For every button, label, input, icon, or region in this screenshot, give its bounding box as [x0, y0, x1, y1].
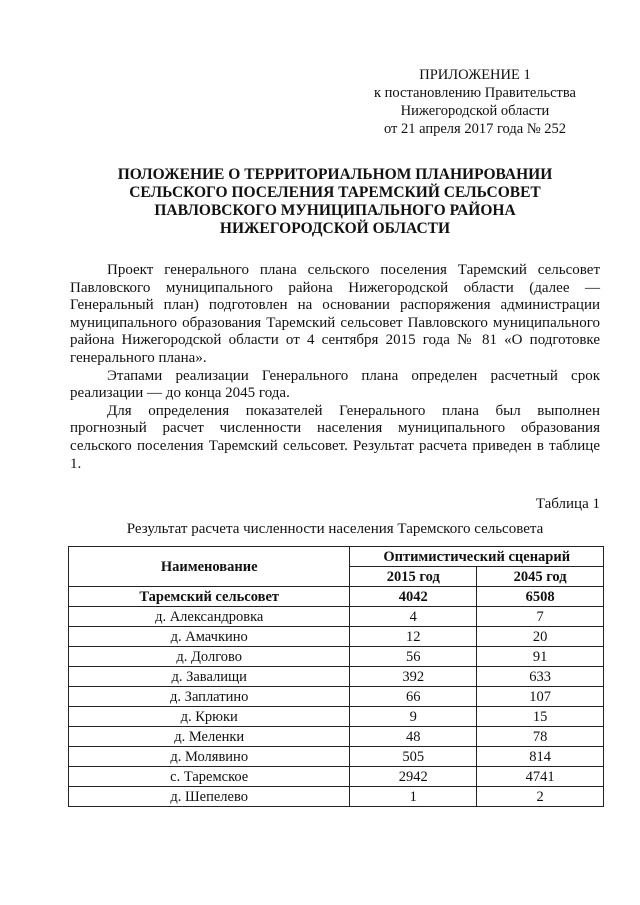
document-title [70, 166, 600, 238]
row-name: Таремский сельсовет [69, 587, 350, 607]
appendix-region: Нижегородской области [400, 103, 550, 119]
row-value-2015: 66 [350, 687, 477, 707]
row-name: д. Молявино [69, 747, 350, 767]
appendix-date: от 21 апреля 2017 года № 252 [383, 121, 567, 137]
table-row [69, 687, 604, 707]
row-value-2015: 56 [350, 647, 477, 667]
title-line: НИЖЕГОРОДСКОЙ ОБЛАСТИ [219, 220, 451, 237]
header-year-2045: 2045 год [477, 567, 604, 587]
table-row [69, 727, 604, 747]
header-name: Наименование [69, 547, 350, 587]
row-value-2015: 9 [350, 707, 477, 727]
row-value-2015: 2942 [350, 767, 477, 787]
table-row [69, 667, 604, 687]
row-value-2015: 505 [350, 747, 477, 767]
row-name: д. Заплатино [69, 687, 350, 707]
row-value-2045: 15 [477, 707, 604, 727]
row-value-2045: 20 [477, 627, 604, 647]
table-label: Таблица 1 [535, 496, 600, 512]
row-name: д. Долгово [69, 647, 350, 667]
row-value-2045: 633 [477, 667, 604, 687]
appendix-block [360, 66, 590, 138]
table-row [69, 787, 604, 807]
row-value-2045: 814 [477, 747, 604, 767]
row-value-2015: 392 [350, 667, 477, 687]
row-value-2015: 48 [350, 727, 477, 747]
paragraph: Этапами реализации Генерального плана определен расчетный срок реализации — до конца 2045 года. [70, 367, 600, 402]
appendix-heading: ПРИЛОЖЕНИЕ 1 [419, 67, 531, 83]
row-value-2015: 1 [350, 787, 477, 807]
row-name: д. Крюки [69, 707, 350, 727]
population-table [68, 546, 604, 807]
row-value-2045: 6508 [477, 587, 604, 607]
body-text [70, 262, 600, 473]
row-name: д. Амачкино [69, 627, 350, 647]
row-name: с. Таремское [69, 767, 350, 787]
row-value-2045: 7 [477, 607, 604, 627]
table-row [69, 607, 604, 627]
table-caption: Результат расчета численности населения Таремского сельсовета [126, 521, 544, 537]
row-value-2045: 91 [477, 647, 604, 667]
paragraph: Для определения показателей Генерального плана был выполнен прогнозный расчет численности населения муниципального образования сельского поселения Таремский сельсовет. Результат расчета приведен в таблице 1. [70, 402, 600, 472]
row-value-2015: 4042 [350, 587, 477, 607]
row-value-2015: 12 [350, 627, 477, 647]
table-row [69, 747, 604, 767]
table-row [69, 707, 604, 727]
header-scenario: Оптимистический сценарий [350, 547, 604, 567]
table-row [69, 767, 604, 787]
paragraph: Проект генерального плана сельского поселения Таремский сельсовет Павловского муниципального района Нижегородской области (далее — Генеральный план) подготовлен на основании распоряжения администрации муниципального образования Таремский сельсовет Павловского муниципального района Нижегородской области от 4 сентября 2015 года № 81 «О подготовке генерального плана». [70, 262, 600, 366]
row-name: д. Александровка [69, 607, 350, 627]
title-line: СЕЛЬСКОГО ПОСЕЛЕНИЯ ТАРЕМСКИЙ СЕЛЬСОВЕТ [129, 184, 541, 201]
row-value-2045: 2 [477, 787, 604, 807]
row-value-2015: 4 [350, 607, 477, 627]
table-row [69, 647, 604, 667]
table-row [69, 587, 604, 607]
title-line: ПОЛОЖЕНИЕ О ТЕРРИТОРИАЛЬНОМ ПЛАНИРОВАНИИ [117, 166, 553, 183]
row-value-2045: 107 [477, 687, 604, 707]
row-value-2045: 4741 [477, 767, 604, 787]
header-year-2015: 2015 год [350, 567, 477, 587]
title-line: ПАВЛОВСКОГО МУНИЦИПАЛЬНОГО РАЙОНА [154, 202, 516, 219]
table-row [69, 627, 604, 647]
row-value-2045: 78 [477, 727, 604, 747]
row-name: д. Завалищи [69, 667, 350, 687]
row-name: д. Меленки [69, 727, 350, 747]
row-name: д. Шепелево [69, 787, 350, 807]
appendix-reference: к постановлению Правительства [374, 85, 576, 101]
